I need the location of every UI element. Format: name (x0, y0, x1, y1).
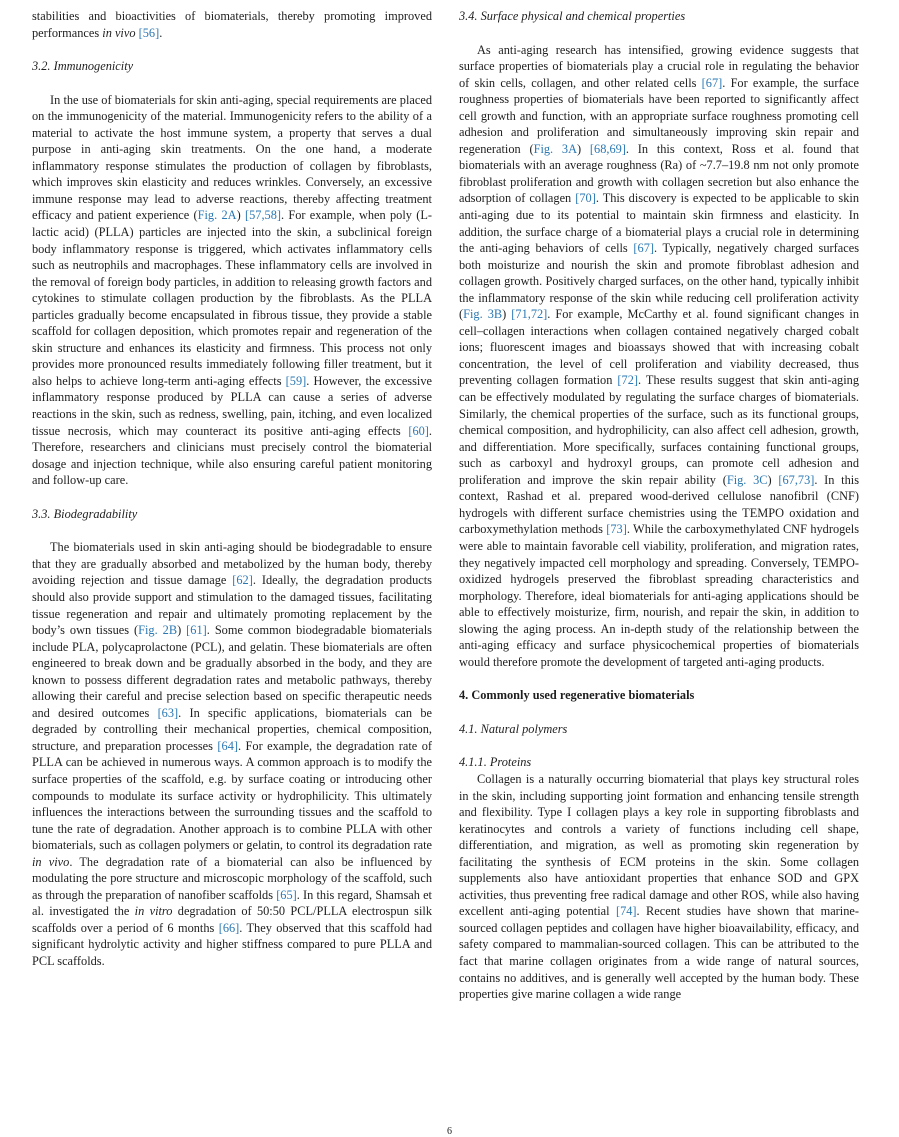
citation-link[interactable]: [65] (276, 887, 297, 902)
text-run: In the use of biomaterials for skin anti-aging, special requirements are placed on the immunogenicity of the material. Immunogenicity refers to the ability of a material to activate the host immune system, a property that serves a dual purpose in anti-aging skin treatments. On the one hand, a moderate inflammatory response stimulates the production of collagen by fibroblasts, which improves skin elasticity and reduces wrinkles. Conversely, an excessive immune response may lead to adverse reactions, thereby affecting treatment efficacy and patient experience ( (32, 92, 432, 223)
text-run: . These results suggest that skin anti-aging can be effectively modulated by regulating the surface charges of biomaterials. Similarly, the chemical properties of the surface, such as its functional groups, chemical composition, and hydrophilicity, can also affect cell adhesion, growth, and differentiation. More specifically, surfaces containing functional groups, such as carboxyl and hydroxyl groups, can promote cell adhesion and proliferation and improve the skin repair ability ( (459, 373, 860, 487)
italic-text: in vivo (102, 25, 136, 40)
text-run: Collagen is a naturally occurring biomaterial that plays key structural roles in the skin, including supporting joint formation and enhancing tensile strength and flexibility. Type I collagen plays a key role in supporting fibroblasts and keratinocytes and controls a variety of functions including cell shape, differentiation, and migration, as well as promoting skin regeneration by facilitating the synthesis of ECM proteins in the skin. Some collagen supplements also have antioxidant properties that enhance SOD and GPX activities, thus preventing free radical damage and other ROS, while also having excellent anti-aging potential (459, 771, 859, 919)
section-heading-surface-properties: 3.4. Surface physical and chemical properties (459, 9, 686, 23)
citation-link[interactable]: [61] (186, 623, 207, 638)
page-number: 6 (447, 1126, 452, 1137)
text-run: The biomaterials used in skin anti-aging should be biodegradable to ensure that they are gradually absorbed and metabolized by the human body, thereby avoiding rejection and tissue damage (32, 540, 432, 588)
text-run: . The degradation rate of a biomaterial can also be influenced by modulating the pore structure and microscopic morphology of the scaffold, such as through the preparation of nanofiber scaffolds (32, 854, 432, 902)
text-run: . This discovery is expected to be applicable to skin anti-aging due to its potential to maintain skin firmness and elasticity. In addition, the surface charge of a biomaterial plays a crucial role in determining the anti-aging behaviors of cells (459, 191, 859, 256)
section-heading-biodegradability: 3.3. Biodegradability (32, 506, 138, 521)
citation-link[interactable]: [72] (617, 373, 638, 388)
text-run: ) (177, 623, 187, 638)
text-run: As anti-aging research has intensified, growing evidence suggests that surface properties of biomaterials play a crucial role in regulating the behavior of skin cells, collagen, and other related cells (459, 42, 859, 90)
paragraph-biodegradability (32, 539, 432, 969)
section-heading-regenerative-biomaterials: 4. Commonly used regenerative biomaterials (459, 688, 695, 703)
text-run: degradation of 50:50 PCL/PLLA electrospun silk scaffolds over a period of 6 months (32, 904, 432, 935)
citation-link[interactable]: [62] (232, 573, 253, 588)
right-column (459, 8, 859, 1003)
text-run: . In this context, Ross et al. found that biomaterials with an average roughness (Ra) of ~7.7–19.8 nm not only promote fibroblast proliferation and growth with collagen secretion but also enhance the adsorption of collagen (459, 141, 859, 206)
text-run: . While the carboxymethylated CNF hydrogels were able to maintain favorable cell viability, proliferation, and migration rates, they negatively impacted cell morphology and spreading. Conversely, TEMPO-oxidized hydrogels preserved the fibroblast spreading characteristics and morphology. Therefore, ideal biomaterials for anti-aging applications should be able to effectively moisturize, firm, nourish, and repair the skin, in addition to slowing the aging process. An in-depth study of the relationship between the anti-aging efficacy and surface physicochemical properties of biomaterials would therefore promote the development of targeted anti-aging products. (459, 522, 859, 669)
text-run: . Recent studies have shown that marine-sourced collagen peptides and collagen have higher bioavailability, efficacy, and safety compared to mammalian-sourced collagen. This can be attributed to the fact that marine collagen originates from a wide range of natural sources, contains no additives, and is generally well accepted by the human body. These properties give marine collagen a wide range (459, 904, 859, 1002)
citation-link[interactable]: [67] (633, 241, 654, 256)
text-run: . In this context, Rashad et al. prepared wood-derived cellulose nanofibril (CNF) hydrogels with different surface chemistries using the TEMPO oxidation and carboxymethylation methods (459, 472, 860, 537)
section-heading-immunogenicity: 3.2. Immunogenicity (32, 59, 134, 74)
citation-link[interactable]: [68,69] (589, 141, 626, 156)
citation-link[interactable]: [74] (615, 904, 637, 919)
italic-text: in vivo (32, 854, 70, 869)
text-run: . For example, the surface roughness properties of biomaterials have been reported to significantly affect cell growth and function, with an appropriate surface roughness promoting cell adhesion and proliferation and simultaneously improving skin repair and regeneration ( (459, 75, 859, 156)
text-run: . However, the excessive inflammatory response produced by PLLA can cause a series of adverse reactions in the skin, such as redness, swelling, pain, itching, and even localized tissue necrosis, which may counteract its positive anti-aging effects (32, 373, 432, 438)
citation-link[interactable]: Fig. 2B (138, 623, 178, 638)
text-run: . Ideally, the degradation products should also provide support and stimulation to the damaged tissues, facilitating tissue regeneration and repair and ultimately promoting replacement by the body’s own tissues ( (32, 573, 432, 638)
citation-link[interactable]: [70] (575, 191, 596, 206)
citation-link[interactable]: [63] (157, 705, 179, 720)
citation-link[interactable]: [66] (218, 920, 240, 935)
text-run: ) (767, 472, 779, 487)
citation-link[interactable]: [60] (408, 423, 429, 438)
citation-link[interactable]: [56] (138, 25, 160, 40)
text-run: . Some common biodegradable biomaterials include PLA, polycaprolactone (PCL), and gelatin. These biomaterials are often engineered to break down and be gradually absorbed in the body, and they are known to possess different degradation rates and metabolic pathways, thereby allowing their careful and precise selection based on specific therapeutic needs and desired outcomes (32, 623, 432, 720)
text-run: . For example, the degradation rate of PLLA can be achieved in numerous ways. A common approach is to modify the surface properties of the scaffold, e.g. by surface coating or introducing other compounds to modulate its surface activity or hydrophilicity. This ultimately influences the interactions between the surrounding tissues and the scaffold to tune the rate of degradation. Another approach is to combine PLLA with other biomaterials, such as collagen polymers or gelatin, to control its degradation rate (32, 738, 432, 853)
text-run: . Typically, negatively charged surfaces both moisturize and nourish the skin and promote fibroblast adhesion and collagen growth. Positively charged surfaces, on the other hand, typically inhibit the inflammatory response of the skin while reducing cell proliferation activity ( (459, 241, 859, 322)
paragraph-proteins (459, 771, 859, 1003)
text-run: . For example, McCarthy et al. found significant changes in cell–collagen interactions when collagen contained negatively charged cobalt ions; fluorescent images and bioassays showed that with increasing cobalt concentration, the level of cell proliferation and viability decreased, thus preventing collagen formation (459, 307, 859, 388)
left-column (32, 8, 432, 970)
citation-link[interactable]: [67,73] (778, 472, 815, 487)
citation-link[interactable]: Fig. 3B (463, 307, 503, 322)
paragraph-intro-tail (32, 8, 432, 41)
citation-link[interactable]: [64] (217, 738, 238, 753)
citation-link[interactable]: Fig. 3A (533, 141, 577, 156)
citation-link[interactable]: Fig. 3C (726, 472, 768, 487)
citation-link[interactable]: [67] (701, 75, 723, 90)
text-run: stabilities and bioactivities of biomaterials, thereby promoting improved performances (32, 9, 432, 40)
citation-link[interactable]: [59] (285, 373, 307, 388)
text-run: . Therefore, researchers and clinicians must precisely control the biomaterial dosage and injection technique, while also ensuring careful patient monitoring and follow-up care. (32, 423, 432, 488)
text-run: . In this regard, Shamsah et al. investigated the (32, 887, 432, 919)
subsection-heading-natural-polymers: 4.1. Natural polymers (459, 721, 568, 736)
text-run: . For example, when poly (L-lactic acid) (PLLA) particles are injected into the skin, a subclinical foreign body inflammatory response is triggered, which activates inflammatory cells such as neutrophils and macrophages. These inflammatory cells are involved in the removal of foreign body particles, in addition to releasing growth factors and cytokines to stimulate collagen production by the fibroblasts. As the PLLA particles gradually become encapsulated in fibrous tissue, they provide a stable scaffold for collagen deposition, which promotes repair and regeneration of the skin structure and enhances its elasticity and firmness. This process not only provides more pronounced results immediately following filler treatment, but it also helps to achieve long-term anti-aging effects (32, 208, 432, 388)
text-run: ) (502, 307, 512, 322)
italic-text: in vitro (134, 904, 173, 919)
text-run: . In specific applications, biomaterials can be degraded by controlling their mechanical properties, chemical composition, structure, and preparation processes (32, 705, 432, 753)
citation-link[interactable]: [71,72] (511, 307, 548, 322)
citation-link[interactable]: [73] (606, 522, 627, 537)
text-run: . (159, 25, 163, 40)
text-run: ) (577, 141, 590, 156)
paragraph-immunogenicity (32, 92, 432, 489)
subsubsection-heading-proteins: 4.1.1. Proteins (459, 755, 532, 770)
text-run: ) (236, 208, 245, 223)
paragraph-surface-properties (459, 42, 859, 671)
citation-link[interactable]: [57,58] (244, 208, 281, 223)
text-run: . They observed that this scaffold had significant hydrolytic activity and higher stiffness compared to pure PLLA and PCL scaffolds. (32, 920, 432, 968)
citation-link[interactable]: Fig. 2A (197, 208, 237, 223)
